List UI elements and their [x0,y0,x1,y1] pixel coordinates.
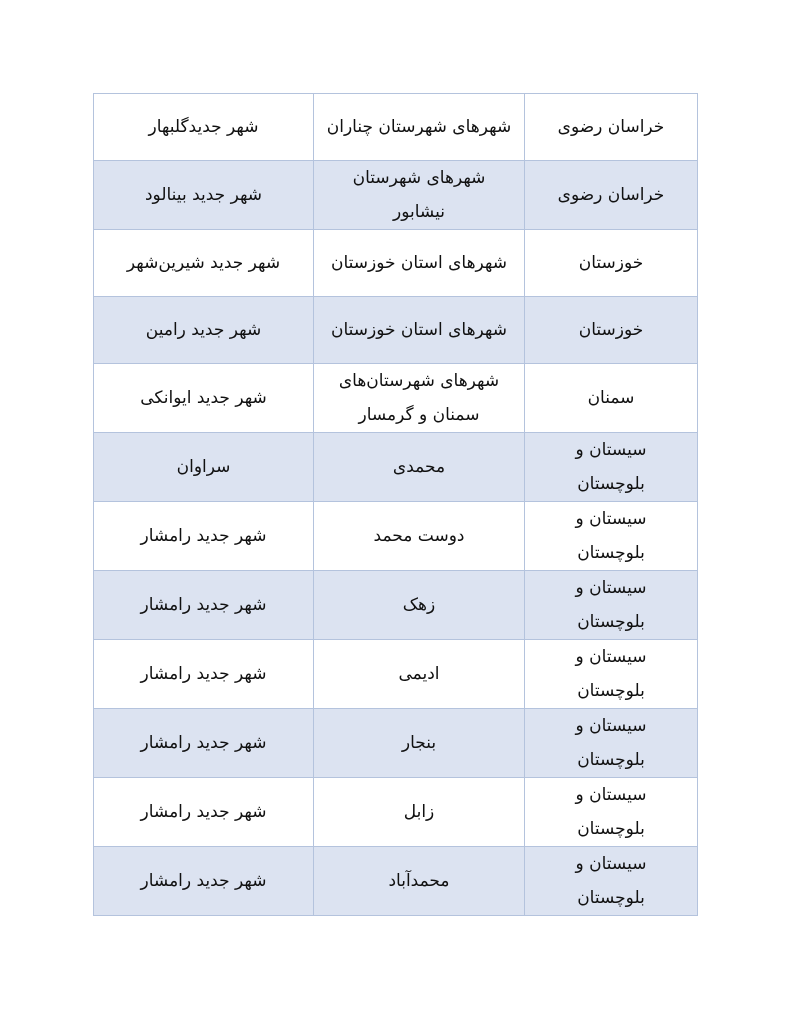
region-cell [314,502,525,571]
region-text: محمدآباد [388,871,450,891]
province-text: سیستان و بلوچستان [575,854,647,908]
province-text: سیستان و بلوچستان [575,785,647,839]
table-row [94,847,698,916]
table-row [94,94,698,161]
new-city-text: شهر جدید رامشار [140,526,267,546]
table-row [94,640,698,709]
region-text: شهرهای شهرستان نیشابور [352,168,486,222]
new-city-text: شهر جدیدگلبهار [148,117,259,137]
region-cell [314,709,525,778]
province-cell [525,433,698,502]
table-row [94,709,698,778]
province-text: سیستان و بلوچستان [575,716,647,770]
table-row [94,433,698,502]
table-row [94,502,698,571]
province-text: خراسان رضوی [557,117,665,137]
new-city-text: سراوان [176,457,231,477]
new-city-text: شهر جدید رامشار [140,802,267,822]
new-city-cell [94,502,314,571]
region-cell [314,94,525,161]
region-text: دوست محمد [373,526,465,546]
province-text: سمنان [587,388,635,408]
region-text: زابل [403,802,435,822]
province-text: سیستان و بلوچستان [575,647,647,701]
region-text: محمدی [392,457,446,477]
region-text: بنجار [401,733,437,753]
table-row [94,230,698,297]
province-text: سیستان و بلوچستان [575,509,647,563]
region-text: زهک [402,595,436,615]
region-text: شهرهای شهرستان‌های سمنان و گرمسار [338,371,500,425]
province-cell [525,364,698,433]
new-city-text: شهر جدید رامین [145,320,262,340]
new-city-text: شهر جدید رامشار [140,733,267,753]
new-city-cell [94,433,314,502]
table-row [94,161,698,230]
region-cell [314,433,525,502]
new-city-cell [94,364,314,433]
table-row [94,364,698,433]
new-city-text: شهر جدید رامشار [140,871,267,891]
new-city-cell [94,230,314,297]
region-cell [314,571,525,640]
table-row [94,571,698,640]
province-text: خوزستان [578,320,644,340]
new-city-cell [94,297,314,364]
region-cell [314,364,525,433]
new-city-cell [94,161,314,230]
province-cell [525,709,698,778]
new-city-cell [94,571,314,640]
province-text: خوزستان [578,253,644,273]
new-city-cell [94,709,314,778]
new-city-text: شهر جدید رامشار [140,595,267,615]
region-text: شهرهای شهرستان چناران [326,117,512,137]
new-cities-table [93,93,698,916]
province-text: سیستان و بلوچستان [575,440,647,494]
new-city-cell [94,640,314,709]
new-city-cell [94,778,314,847]
new-city-text: شهر جدید بینالود [144,185,263,205]
province-cell [525,847,698,916]
table-row [94,778,698,847]
new-city-cell [94,94,314,161]
province-cell [525,94,698,161]
region-cell [314,161,525,230]
province-cell [525,230,698,297]
new-city-text: شهر جدید ایوانکی [140,388,267,408]
region-text: شهرهای استان خوزستان [330,253,508,273]
province-cell [525,161,698,230]
province-text: خراسان رضوی [557,185,665,205]
region-cell [314,847,525,916]
province-cell [525,502,698,571]
region-text: شهرهای استان خوزستان [330,320,508,340]
new-city-cell [94,847,314,916]
region-cell [314,297,525,364]
province-cell [525,297,698,364]
province-cell [525,640,698,709]
new-city-text: شهر جدید شیرین‌شهر [126,253,281,273]
new-city-text: شهر جدید رامشار [140,664,267,684]
province-text: سیستان و بلوچستان [575,578,647,632]
province-cell [525,571,698,640]
region-cell [314,640,525,709]
table-row [94,297,698,364]
region-text: ادیمی [398,664,440,684]
region-cell [314,230,525,297]
region-cell [314,778,525,847]
province-cell [525,778,698,847]
table-body [94,94,698,916]
